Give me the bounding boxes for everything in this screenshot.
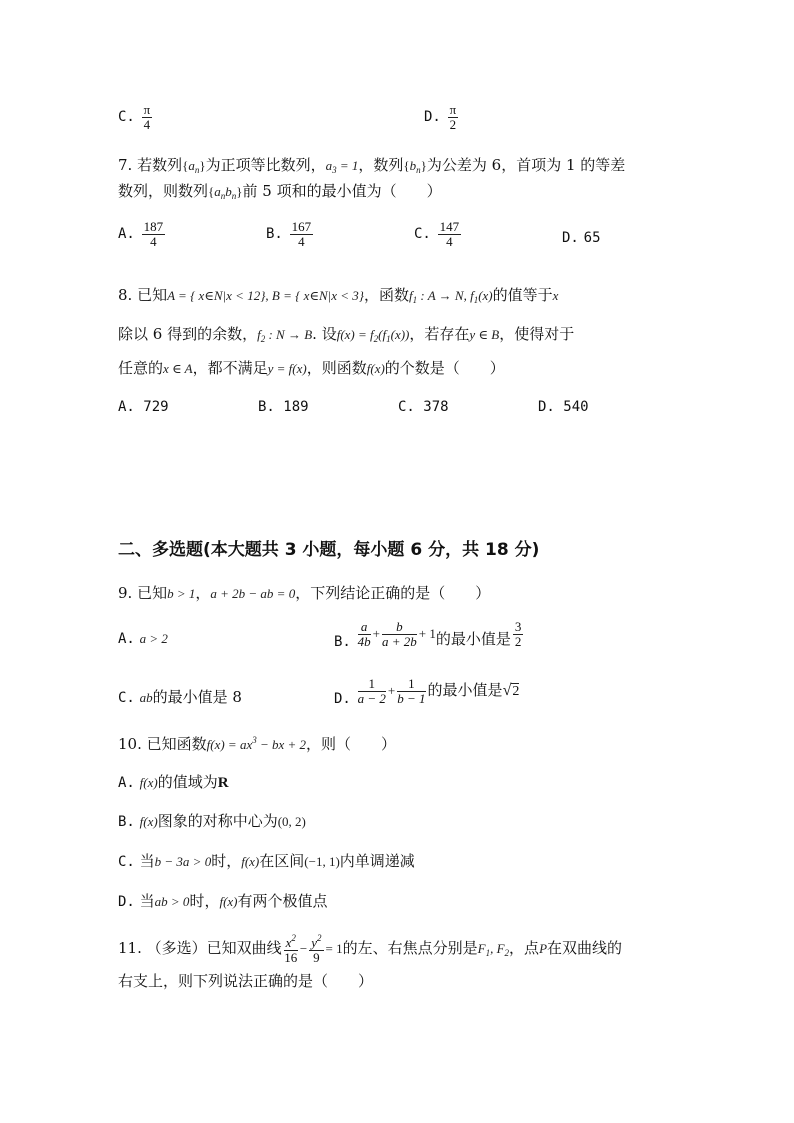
math-f-composite: $f(x) = f_2(f_1(x))$ bbox=[336, 327, 410, 344]
q9-option-a bbox=[118, 629, 168, 647]
option-text: 图象的对称中心为 bbox=[157, 812, 278, 830]
math-point: (0, 2) bbox=[277, 814, 306, 829]
option-text: 有两个极值点 bbox=[237, 892, 328, 910]
question-text: 8. 已知 bbox=[118, 286, 168, 304]
fraction: $\frac{1}{b - 1}$ bbox=[397, 676, 426, 706]
q9-option-b: B. $\frac{a}{4b}$ + $\frac{b}{a + 2b}$ + 1的最小值是 $\frac{3}{2}$ bbox=[334, 619, 522, 651]
denominator: 4 bbox=[298, 233, 305, 249]
denominator: 2 bbox=[449, 116, 457, 132]
numerator: 167 bbox=[291, 219, 312, 234]
fraction: $\frac{b}{a + 2b}$ bbox=[381, 619, 417, 649]
question-text: 为正项等比数列， bbox=[205, 156, 326, 174]
numerator: 187 bbox=[143, 219, 164, 234]
q7-line-1 bbox=[118, 154, 625, 175]
math-reals: R bbox=[217, 775, 229, 791]
q7-option-c bbox=[414, 220, 463, 248]
math-a3: $a_3 = 1$ bbox=[325, 158, 359, 175]
option-label: A. bbox=[118, 631, 135, 647]
question-text: 的个数是（ ） bbox=[384, 359, 505, 377]
option-text: 时， bbox=[189, 892, 220, 910]
fraction bbox=[438, 220, 462, 248]
q8-line-2 bbox=[118, 323, 574, 344]
question-text: ，则（ ） bbox=[306, 735, 397, 753]
option-label: C. bbox=[118, 854, 135, 870]
math-function: $f(x) = ax^3$ − bx + 2 bbox=[206, 735, 307, 752]
q9-option-d: D. $\frac{1}{a - 2}$ + $\frac{1}{b - 1}$ 的最小值是√2 bbox=[334, 676, 520, 708]
option-text: 在区间 bbox=[259, 852, 305, 870]
q7-option-a bbox=[118, 220, 167, 248]
option-value: 189 bbox=[283, 399, 309, 415]
fraction bbox=[142, 103, 153, 131]
math-x: x bbox=[552, 288, 559, 303]
q6-option-c bbox=[118, 103, 154, 131]
q11-line-1: 11. （多选）已知双曲线 $\frac{x^2}{16}$ − $\frac{y^2}{9}$ = 1的左、右焦点分别是$F_1$, $F_2$，点P在双曲线的 bbox=[118, 933, 623, 965]
q8-option-d bbox=[538, 399, 589, 415]
math-set-a: A = { x∈N|x < 12} bbox=[167, 288, 266, 303]
q6-option-d bbox=[424, 103, 460, 131]
fraction bbox=[142, 220, 166, 248]
fraction bbox=[448, 103, 459, 131]
sqrt-radicand: 2 bbox=[512, 684, 520, 700]
option-label: C. bbox=[118, 690, 135, 706]
question-text: 11. （多选）已知双曲线 bbox=[118, 939, 282, 958]
denominator: 4 bbox=[150, 233, 157, 249]
option-label: D. bbox=[562, 230, 579, 246]
math-b-gt-1: b > 1 bbox=[167, 586, 196, 601]
math-y-in-b: y ∈ B bbox=[469, 327, 500, 342]
question-text: ，使得对于 bbox=[499, 325, 575, 343]
question-text: 前 5 项和的最小值为（ ） bbox=[242, 182, 442, 200]
option-text: 时， bbox=[211, 852, 242, 870]
q8-options bbox=[118, 397, 589, 415]
option-text: 的值域为 bbox=[157, 773, 218, 791]
fraction: $\frac{1}{a - 2}$ bbox=[357, 676, 386, 706]
question-text: 在双曲线的 bbox=[547, 939, 623, 958]
question-text: 的左、右焦点分别是 bbox=[342, 939, 478, 958]
question-text: ，点 bbox=[509, 939, 540, 958]
q7-option-d bbox=[562, 228, 601, 246]
option-text: 的最小值是 bbox=[435, 630, 511, 649]
question-text: 的值等于 bbox=[492, 286, 553, 304]
math-f1-def: $f_1$ : A → N, $f_1(x)$ bbox=[408, 288, 493, 305]
option-label: A. bbox=[118, 399, 135, 415]
math-seq-a: $\{a_n\}$ bbox=[182, 158, 206, 175]
option-label: A. bbox=[118, 226, 135, 243]
option-label: B. bbox=[258, 399, 275, 415]
option-label: B. bbox=[334, 634, 351, 651]
option-label: C. bbox=[414, 226, 431, 243]
question-text: ，则函数 bbox=[306, 359, 367, 377]
option-text: 的最小值是 bbox=[427, 681, 503, 700]
question-text: ，下列结论正确的是（ ） bbox=[295, 584, 491, 602]
math-interval: (−1, 1) bbox=[304, 854, 340, 869]
option-value: 729 bbox=[143, 399, 169, 415]
q8-option-c bbox=[398, 399, 538, 415]
option-label: D. bbox=[334, 691, 351, 708]
q8-line-3 bbox=[118, 357, 505, 378]
q10-stem bbox=[118, 733, 396, 754]
q8-option-a bbox=[118, 399, 258, 415]
question-text: 数列，则数列 bbox=[118, 182, 209, 200]
fraction bbox=[290, 220, 314, 248]
q8-option-b bbox=[258, 399, 398, 415]
option-text: 的最小值是 8 bbox=[152, 688, 242, 706]
math-seq-ab: $\{a_nb_n\}$ bbox=[208, 184, 243, 201]
option-text: 当 bbox=[139, 852, 155, 870]
question-text: 9. 已知 bbox=[118, 584, 168, 602]
math-equation: a + 2b − ab = 0 bbox=[210, 586, 296, 601]
fraction: $\frac{3}{2}$ bbox=[514, 619, 522, 649]
question-text: 除以 6 得到的余数， bbox=[118, 325, 258, 343]
math-ab: ab bbox=[139, 690, 153, 705]
q8-line-1: 8. 已知A = { x∈N|x < 12}, B = { x∈N|x < 3}，函数$f_1$ : A → N, $f_1(x)$的值等于x bbox=[118, 286, 559, 305]
math-set-b: B = { x∈N|x < 3} bbox=[271, 288, 364, 303]
option-text: 当 bbox=[139, 892, 155, 910]
question-text: 为公差为 6，首项为 1 的等差 bbox=[426, 156, 626, 174]
q10-option-d: D. 当ab > 0时，f(x)有两个极值点 bbox=[118, 892, 328, 910]
denominator: 4 bbox=[143, 116, 151, 132]
option-value: 540 bbox=[563, 399, 589, 415]
question-text: ，都不满足 bbox=[192, 359, 268, 377]
q9-stem bbox=[118, 582, 490, 603]
math-seq-b: $\{b_n\}$ bbox=[403, 158, 427, 175]
q7-line-2 bbox=[118, 180, 442, 201]
math-p: P bbox=[539, 941, 548, 957]
math-foci: $F_1$, $F_2$ bbox=[477, 941, 510, 959]
option-label: D. bbox=[424, 109, 441, 126]
option-label: B. bbox=[118, 814, 135, 830]
option-label: C. bbox=[398, 399, 415, 415]
question-text: ， bbox=[195, 584, 211, 602]
math-x-in-a: x ∈ A bbox=[163, 361, 193, 376]
q11-line-2: 右支上，则下列说法正确的是（ ） bbox=[118, 972, 374, 990]
math-fx: f(x) bbox=[366, 361, 385, 376]
option-value: 65 bbox=[583, 230, 601, 246]
q9-option-c bbox=[118, 686, 242, 707]
question-text: . 设 bbox=[312, 325, 337, 343]
option-label: D. bbox=[538, 399, 555, 415]
section-title: 二、多选题(本大题共 3 小题，每小题 6 分，共 18 分) bbox=[118, 540, 540, 560]
numerator: π bbox=[143, 102, 151, 117]
option-text: 内单调递减 bbox=[339, 852, 415, 870]
option-label: D. bbox=[118, 894, 135, 910]
question-text: 10. 已知函数 bbox=[118, 735, 207, 753]
numerator: π bbox=[449, 102, 457, 117]
option-label: B. bbox=[266, 226, 283, 243]
q7-option-b bbox=[266, 220, 315, 248]
numerator: 147 bbox=[439, 219, 460, 234]
math-f2-def: $f_2$ : N → B bbox=[257, 327, 313, 344]
question-text: 7. 若数列 bbox=[118, 156, 183, 174]
option-label: C. bbox=[118, 109, 135, 126]
option-label: A. bbox=[118, 775, 135, 791]
denominator: 4 bbox=[446, 233, 453, 249]
math-a-gt-2: a > 2 bbox=[139, 631, 168, 646]
question-text: 任意的 bbox=[118, 359, 164, 377]
question-text: ，函数 bbox=[363, 286, 409, 304]
q10-option-b: B. f(x)图象的对称中心为(0, 2) bbox=[118, 812, 306, 830]
fraction: $\frac{a}{4b}$ bbox=[357, 619, 371, 649]
q10-option-a: A. f(x)的值域为R bbox=[118, 773, 229, 791]
question-text: ，数列 bbox=[358, 156, 404, 174]
fraction: $\frac{y^2}{9}$ bbox=[311, 933, 322, 965]
fraction: $\frac{x^2}{16}$ bbox=[284, 933, 298, 965]
sqrt-sign: √ bbox=[502, 682, 512, 700]
option-value: 378 bbox=[423, 399, 449, 415]
question-text: ，若存在 bbox=[409, 325, 470, 343]
math-y-eq-fx: y = f(x) bbox=[267, 361, 307, 376]
q10-option-c: C. 当b − 3a > 0时，f(x)在区间(−1, 1)内单调递减 bbox=[118, 852, 415, 870]
